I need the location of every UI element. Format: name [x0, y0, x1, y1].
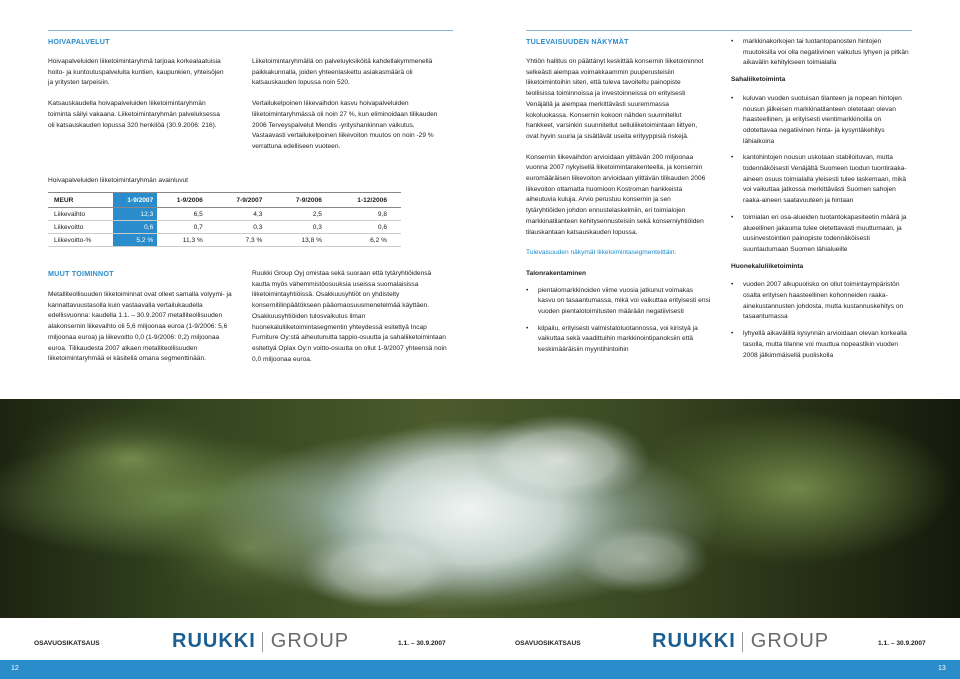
ruukki-group-logo-left [172, 630, 349, 652]
list-item: • markkinakorkojen tai tuotantopanosten hintojen muutoksilla voi olla negatiivinen vaikutus lyhyen ja pitkän aikavälin kehitykseen toimialalla [731, 37, 911, 69]
list-item: • vuoden 2007 alkupuolisko on ollut toimintaympäristön osalta erityisen haasteellinen kohonneiden raaka-ainekustannusten johdosta, mutta kustannuskehitys on tasaantumassa [731, 280, 911, 323]
table-header-row [48, 193, 401, 208]
table-cell: Liikevoitto-% [48, 234, 113, 247]
table-header-cell: 1-9/2007 [113, 193, 158, 208]
huonekaluliiketoiminta-list [731, 280, 911, 361]
ruukki-group-logo-right [652, 630, 829, 652]
logo-group-text: GROUP [270, 630, 350, 652]
outlook-column-2 [731, 37, 911, 367]
table-cell: 6,2 % [336, 234, 401, 247]
section-title-tulevaisuus: TULEVAISUUDEN NÄKYMÄT [526, 37, 629, 46]
frosted-leaves-illustration [0, 399, 960, 618]
footer-date-left: 1.1. – 30.9.2007 [398, 640, 446, 647]
table-cell: Liikevoitto [48, 221, 113, 234]
table-cell: 11,3 % [157, 234, 217, 247]
frosted-leaves-photo [0, 399, 960, 618]
sahaliiketoiminta-heading: Sahaliiketoiminta [731, 76, 786, 84]
logo-wordmark: RUUKKI [652, 630, 736, 652]
table-cell: 0,7 [157, 221, 217, 234]
table-header-cell: 7-9/2007 [217, 193, 277, 208]
table-header-cell: 7-9/2006 [276, 193, 336, 208]
footer-label-left: OSAVUOSIKATSAUS [34, 640, 100, 647]
table-caption: Hoivapalveluiden liiketoimintaryhmän avainluvut [48, 177, 189, 184]
table-cell: 2,5 [276, 208, 336, 221]
hoiva-column-1 [48, 57, 228, 131]
list-item: • kuluvan vuoden suotuisan tilanteen ja nopean hintojen nousun jälkeisen markkinatilanteen oletetaan olevan haasteellinen, ja erityisesti vientimarkkinoilla on odotettavaa negatiivinen hinta- ja kysyntäkehitys lähiaikoina [731, 94, 911, 148]
outlook-paragraph-1: Yhtiön hallitus on päättänyt keskittää konsernin liiketoiminnot selkeästi aiempaa voimakkaammin puuperusteisiin liiketoimintoihin siten, että tuleva tavoiteltu painopiste teollisissa toiminnoissa ja investoinneissa on erityisesti Venäjällä ja aiempaa merkittävästi suuremmassa kokoluokassa. Konsernin kokoon nähden suunnitellut hankkeet, varsinkin suunnitellut selluliiketoimintaan liittyen, ovat hyvin suuria ja sisältävät useita erityyppisiä riskejä. [526, 58, 704, 140]
table-cell: 13,8 % [276, 234, 336, 247]
footer-date-right: 1.1. – 30.9.2007 [878, 640, 926, 647]
table-cell: 9,8 [336, 208, 401, 221]
page-number-left: 12 [11, 665, 19, 672]
table-cell: 7,3 % [217, 234, 277, 247]
hoiva-paragraph-3: Liiketoimintaryhmällä on palveluyksiköitä kahdellakymmenellä paikkakunnalla, joiden yhteenlaskettu asiakasmäärä oli katsauskauden lopussa noin 520. [252, 58, 433, 87]
list-item: • lyhyellä aikavälillä kysynnän arvioidaan olevan korkealla tasolla, mutta tilanne voi muuttua nopeastikin vuoden 2008 jälkimmäisellä puoliskolla [731, 329, 911, 361]
table-cell: 4,3 [217, 208, 277, 221]
hoiva-paragraph-2: Katsauskaudella hoivapalveluiden liiketoimintaryhmän toiminta säilyi vakaana. Liiketoimintaryhmän palveluksessa oli katsauskauden lopussa 320 henkilöä (30.9.2006: 216). [48, 100, 220, 129]
hoiva-paragraph-1: Hoivapalveluiden liiketoimintaryhmä tarjoaa korkealaatuisia hoito- ja kuntoutuspalveluita kuntien, kaupunkien, yhteisöjen ja yritysten tarpeisiin. [48, 58, 224, 87]
table-cell: 0,3 [217, 221, 277, 234]
footer-label-right: OSAVUOSIKATSAUS [515, 640, 581, 647]
list-item: • kantohintojen nousun uskotaan stabiloituvan, mutta todennäköisesti Venäjältä Suomeen tuodun tuontiraaka-aineen osuus toimialalla yleisesti tulee laskemaan, mikä voi vaikuttaa jatkossa merkittävästi Suomen sahojen raaka-aineen saatavuuteen ja hintaan [731, 153, 911, 207]
muut-column-1 [48, 290, 233, 365]
page-number-right: 13 [938, 665, 946, 672]
talonrakentaminen-list [526, 286, 711, 356]
segment-outlook-heading: Tulevaisuuden näkymät liiketoimintasegmenteittäin: [526, 249, 677, 257]
outlook-column-1 [526, 57, 711, 362]
table-header-cell: MEUR [48, 193, 113, 208]
logo-divider [262, 632, 263, 652]
hoiva-column-2 [252, 57, 447, 153]
table-cell: 5,2 % [113, 234, 158, 247]
key-figures-table [48, 192, 401, 247]
page-number-bar [0, 660, 960, 679]
table-row [48, 234, 401, 247]
list-item: • toimialan eri osa-alueiden tuotantokapasiteetin määrä ja alueellinen jakauma tulee oletettavasti muuttumaan, ja uusinvestointien painopiste todennäköisesti suuntautumaan Suomen lähialueille [731, 213, 911, 256]
table-cell: 6,5 [157, 208, 217, 221]
hoiva-paragraph-4: Vertailukelpoinen liikevaihdon kasvu hoivapalveluiden liiketoimintaryhmässä oli noin 27 %, kun eliminoidaan tilikauden 2006 Terveyspalvelut Mendis -yrityshankinnan vaikutus. Vastaavasti vertailukelpoinen liikevoiton muutos on noin -29 % verrattuna edelliseen vuoteen. [252, 100, 438, 150]
huonekaluliiketoiminta-heading: Huonekaluliiketoiminta [731, 262, 804, 270]
talonrakentaminen-list-continued [731, 37, 911, 69]
table-row [48, 208, 401, 221]
table-cell: Liikevaihto [48, 208, 113, 221]
outlook-paragraph-2: Konsernin liikevaihdon arvioidaan ylittävän 200 miljoonaa vuonna 2007 nykyisellä liiketoimintarakenteella, ja konsernin euromääräisen liikevoiton arvioidaan ylittävän tilikauden 2006 liikevoiton ottamatta huomioon Kostroman hankkeista aiheutuvia kuluja. Arvio perustuu konsernin ja sen tytäryhtiöiden johdon ennustelaskelmiin, eri toimialojen markkinatilanteen kehitysennusteisiin sekä konserniyhtiöiden tilauskantaan katsauskauden lopussa. [526, 153, 706, 236]
talonrakentaminen-heading: Talonrakentaminen [526, 269, 586, 277]
sahaliiketoiminta-list [731, 94, 911, 256]
table-cell: 0,3 [276, 221, 336, 234]
top-rule-left [48, 30, 453, 31]
table-header-cell: 1-12/2006 [336, 193, 401, 208]
top-rule-right [526, 30, 912, 31]
muut-paragraph-2: Ruukki Group Oyj omistaa sekä suoraan että tytäryhtiöidensä kautta myös vähemmistöosuuksia useissa suomalaisissa liiketoimintayhtiöissä. Osakkuusyhtiöt on yhdistelty konsernitilinpäätökseen pääomaosuusmenetelmää käyttäen. Osakkuusyhtiöiden tulosvaikutus ilman huonekaluliiketoimintasegmentin yhteydessä esitettyä Incap Furniture Oy:stä aiheutunutta tappio-osuutta ja sahaliiketoimintaan esitettyä Oplax Oy:n voitto-osuutta on ollut 1-9/2007 yhteensä noin 0,0 miljoonaa euroa. [252, 270, 447, 363]
table-cell: 0,6 [113, 221, 158, 234]
section-title-hoivapalvelut: HOIVAPALVELUT [48, 37, 110, 46]
table-cell: 0,6 [336, 221, 401, 234]
table-header-cell: 1-9/2006 [157, 193, 217, 208]
logo-wordmark: RUUKKI [172, 630, 256, 652]
section-title-muut-toiminnot: MUUT TOIMINNOT [48, 269, 114, 278]
muut-paragraph-1: Metalliteollisuuden liiketoiminnat ovat olleet samalla volyymi- ja kannattavuustasolla kuin vastaavalla vertailukaudella edellisvuonna: kaudella 1.1. – 30.9.2007 metalliteollisuuden alakonsernin liikevaihto oli 5,6 miljoonaa euroa (1-9/2006: 5,6 miljoonaa euroa) ja liikevoitto 0,0 (1-9/2006: 0,2) miljoonaa euroa. Tilikaudesta 2007 alkaen metalliteollisuuden liiketoimintaryhmää ei käsitellä omana segmenttinään. [48, 291, 232, 363]
list-item: • kilpailu, erityisesti valmistalotuotannossa, voi kiristyä ja vaikuttaa sekä vaadittuihin markkinointipanoksiin että keskimääräisiin myyntihintoihin [526, 324, 711, 356]
muut-column-2 [252, 269, 447, 365]
table-row [48, 221, 401, 234]
logo-divider [742, 632, 743, 652]
logo-group-text: GROUP [750, 630, 830, 652]
list-item: • pientalomarkkinoiden viime vuosia jatkunut voimakas kasvu on tasaantumassa, mikä voi vaikuttaa erityisesti ensi vuoden pientalotoimitusten määrään negatiivisesti [526, 286, 711, 318]
table-cell: 12,3 [113, 208, 158, 221]
